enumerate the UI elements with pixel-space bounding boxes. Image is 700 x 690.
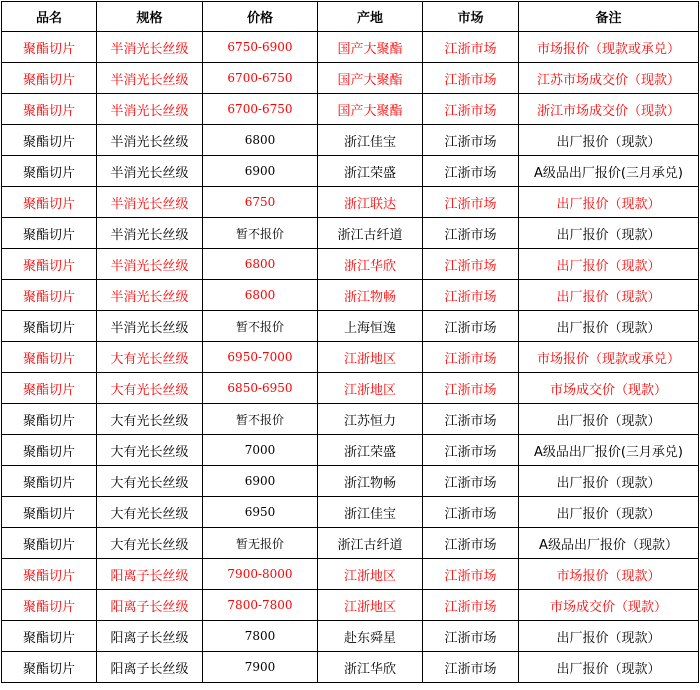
cell-remark: 市场成交价（现款） [519,590,699,621]
cell-spec: 半消光长丝级 [97,32,203,63]
cell-remark: 出厂报价（现款） [519,249,699,280]
cell-product-name: 聚酯切片 [2,218,97,249]
table-row [2,373,699,404]
cell-price: 6900 [203,466,318,497]
header-row [2,2,699,32]
cell-price: 6800 [203,280,318,311]
cell-price: 7800-7800 [203,590,318,621]
cell-product-name: 聚酯切片 [2,187,97,218]
cell-origin: 上海恒逸 [318,311,423,342]
cell-market: 江浙市场 [423,156,519,187]
cell-product-name: 聚酯切片 [2,621,97,652]
cell-spec: 半消光长丝级 [97,311,203,342]
cell-remark: 出厂报价（现款） [519,621,699,652]
cell-spec: 阳离子长丝级 [97,559,203,590]
header-market: 市场 [423,2,519,32]
cell-product-name: 聚酯切片 [2,94,97,125]
table-header [2,2,699,32]
cell-remark: 出厂报价（现款） [519,187,699,218]
cell-spec: 大有光长丝级 [97,528,203,559]
cell-price: 6750 [203,187,318,218]
cell-market: 江浙市场 [423,373,519,404]
cell-product-name: 聚酯切片 [2,249,97,280]
cell-product-name: 聚酯切片 [2,528,97,559]
cell-spec: 半消光长丝级 [97,218,203,249]
cell-origin: 浙江佳宝 [318,125,423,156]
table-row [2,249,699,280]
cell-remark: A级品出厂报价（现款） [519,528,699,559]
cell-spec: 大有光长丝级 [97,404,203,435]
cell-remark: 江苏市场成交价（现款） [519,63,699,94]
cell-remark: A级品出厂报价(三月承兑) [519,435,699,466]
cell-product-name: 聚酯切片 [2,590,97,621]
cell-spec: 大有光长丝级 [97,466,203,497]
cell-spec: 半消光长丝级 [97,249,203,280]
cell-market: 江浙市场 [423,559,519,590]
cell-price: 7900 [203,652,318,683]
cell-remark: 市场报价（现款或承兑） [519,32,699,63]
table-row [2,528,699,559]
cell-origin: 国产大聚酯 [318,63,423,94]
table-row [2,187,699,218]
cell-price: 6700-6750 [203,63,318,94]
cell-price: 7000 [203,435,318,466]
cell-product-name: 聚酯切片 [2,466,97,497]
cell-price: 暂不报价 [203,404,318,435]
table-row [2,280,699,311]
cell-remark: 出厂报价（现款） [519,125,699,156]
cell-remark: A级品出厂报价(三月承兑) [519,156,699,187]
header-remark: 备注 [519,2,699,32]
cell-price: 6800 [203,125,318,156]
cell-market: 江浙市场 [423,652,519,683]
cell-price: 7900-8000 [203,559,318,590]
cell-origin: 江浙地区 [318,373,423,404]
cell-market: 江浙市场 [423,497,519,528]
cell-market: 江浙市场 [423,342,519,373]
cell-market: 江浙市场 [423,311,519,342]
cell-remark: 出厂报价（现款） [519,466,699,497]
table-row [2,652,699,683]
cell-spec: 阳离子长丝级 [97,621,203,652]
cell-product-name: 聚酯切片 [2,373,97,404]
cell-origin: 浙江华欣 [318,249,423,280]
table-row [2,32,699,63]
cell-product-name: 聚酯切片 [2,404,97,435]
cell-market: 江浙市场 [423,249,519,280]
cell-product-name: 聚酯切片 [2,652,97,683]
cell-origin: 浙江华欣 [318,652,423,683]
table-row [2,435,699,466]
cell-product-name: 聚酯切片 [2,63,97,94]
cell-origin: 浙江物畅 [318,466,423,497]
cell-origin: 江浙地区 [318,342,423,373]
cell-origin: 江苏恒力 [318,404,423,435]
cell-market: 江浙市场 [423,218,519,249]
cell-product-name: 聚酯切片 [2,156,97,187]
table-row [2,497,699,528]
cell-price: 暂无报价 [203,528,318,559]
cell-market: 江浙市场 [423,404,519,435]
cell-remark: 市场报价（现款） [519,559,699,590]
cell-origin: 浙江荣盛 [318,435,423,466]
table-row [2,404,699,435]
cell-price: 6900 [203,156,318,187]
cell-spec: 半消光长丝级 [97,125,203,156]
cell-product-name: 聚酯切片 [2,280,97,311]
cell-spec: 大有光长丝级 [97,435,203,466]
cell-product-name: 聚酯切片 [2,342,97,373]
cell-price: 暂不报价 [203,311,318,342]
cell-product-name: 聚酯切片 [2,32,97,63]
cell-origin: 国产大聚酯 [318,32,423,63]
table-row [2,218,699,249]
cell-product-name: 聚酯切片 [2,435,97,466]
cell-spec: 阳离子长丝级 [97,652,203,683]
cell-remark: 出厂报价（现款） [519,404,699,435]
table-row [2,63,699,94]
cell-market: 江浙市场 [423,528,519,559]
cell-origin: 浙江联达 [318,187,423,218]
cell-market: 江浙市场 [423,32,519,63]
cell-product-name: 聚酯切片 [2,497,97,528]
cell-market: 江浙市场 [423,590,519,621]
cell-spec: 半消光长丝级 [97,280,203,311]
header-spec: 规格 [97,2,203,32]
table-row [2,621,699,652]
cell-market: 江浙市场 [423,280,519,311]
cell-market: 江浙市场 [423,94,519,125]
cell-price: 6700-6750 [203,94,318,125]
cell-market: 江浙市场 [423,63,519,94]
cell-remark: 出厂报价（现款） [519,497,699,528]
cell-spec: 阳离子长丝级 [97,590,203,621]
cell-remark: 出厂报价（现款） [519,311,699,342]
cell-market: 江浙市场 [423,621,519,652]
cell-market: 江浙市场 [423,125,519,156]
cell-market: 江浙市场 [423,435,519,466]
cell-remark: 出厂报价（现款） [519,218,699,249]
header-price: 价格 [203,2,318,32]
cell-product-name: 聚酯切片 [2,311,97,342]
table-row [2,94,699,125]
header-origin: 产地 [318,2,423,32]
cell-origin: 浙江物畅 [318,280,423,311]
table-row [2,311,699,342]
cell-product-name: 聚酯切片 [2,559,97,590]
cell-spec: 半消光长丝级 [97,63,203,94]
cell-origin: 江浙地区 [318,559,423,590]
cell-price: 6850-6950 [203,373,318,404]
cell-spec: 半消光长丝级 [97,187,203,218]
cell-price: 6950-7000 [203,342,318,373]
header-product-name: 品名 [2,2,97,32]
cell-remark: 市场成交价（现款） [519,373,699,404]
cell-spec: 半消光长丝级 [97,156,203,187]
cell-spec: 大有光长丝级 [97,373,203,404]
table-row [2,125,699,156]
cell-origin: 国产大聚酯 [318,94,423,125]
cell-market: 江浙市场 [423,466,519,497]
table-row [2,590,699,621]
cell-price: 6800 [203,249,318,280]
cell-origin: 赴东舜星 [318,621,423,652]
cell-remark: 市场报价（现款或承兑） [519,342,699,373]
cell-price: 7800 [203,621,318,652]
cell-remark: 出厂报价（现款） [519,652,699,683]
table-row [2,466,699,497]
cell-origin: 江浙地区 [318,590,423,621]
cell-product-name: 聚酯切片 [2,125,97,156]
cell-origin: 浙江古纤道 [318,218,423,249]
cell-origin: 浙江荣盛 [318,156,423,187]
cell-price: 6950 [203,497,318,528]
table-row [2,342,699,373]
cell-spec: 半消光长丝级 [97,94,203,125]
price-table [1,1,699,683]
cell-origin: 浙江佳宝 [318,497,423,528]
cell-origin: 浙江古纤道 [318,528,423,559]
table-body [2,32,699,683]
table-row [2,156,699,187]
cell-spec: 大有光长丝级 [97,497,203,528]
cell-price: 暂不报价 [203,218,318,249]
table-row [2,559,699,590]
cell-remark: 出厂报价（现款） [519,280,699,311]
cell-spec: 大有光长丝级 [97,342,203,373]
cell-market: 江浙市场 [423,187,519,218]
cell-remark: 浙江市场成交价（现款） [519,94,699,125]
cell-price: 6750-6900 [203,32,318,63]
